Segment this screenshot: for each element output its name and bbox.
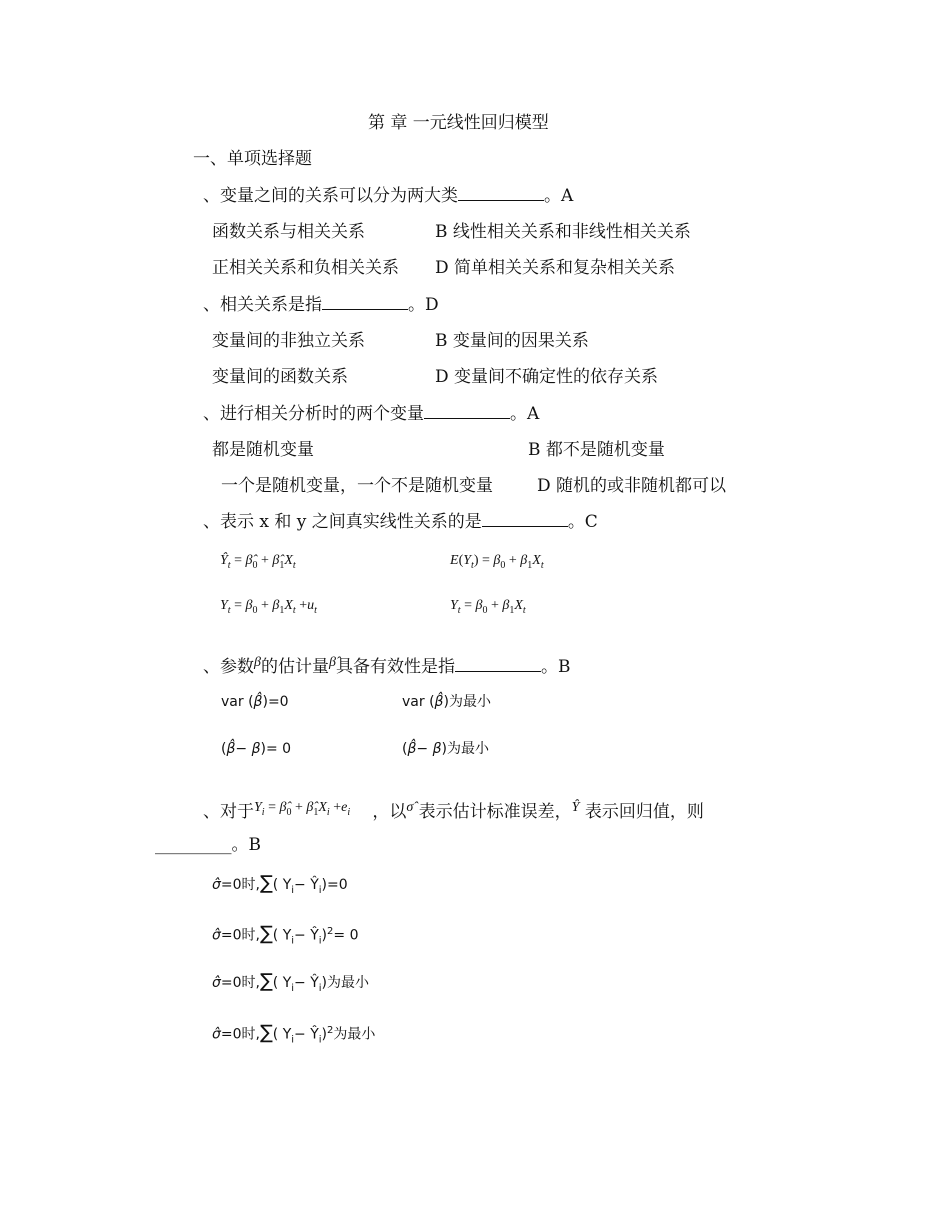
q3-option-a: 都是随机变量 [212, 440, 314, 460]
q1-option-a: 函数关系与相关关系 [212, 222, 365, 242]
question-3-stem: 、进行相关分析时的两个变量 。A [203, 404, 540, 424]
question-1-stem: 、变量之间的关系可以分为两大类 。A [203, 186, 574, 206]
q6-option-a-formula: σ̂=0时,∑( $Y_i-$ $Ŷ_i)=0$ [212, 872, 348, 896]
q4-option-a-formula: $Ŷ_t$ = $\betâ_0$ + $\betâ_1X_t$ [220, 553, 296, 571]
beta-hat-symbol: β̂ [328, 655, 336, 670]
question-5-stem: 、参数$^\beta$的估计量$^{\betâ}$具备有效性是指 。B [203, 655, 571, 677]
answer-blank [455, 657, 541, 672]
q6-answer-line: _________。B [155, 835, 261, 855]
q4-option-b-formula: $E(Y_t) = \beta_0 + \beta_1X_t$ [450, 553, 544, 571]
y-hat-symbol: Ŷ [571, 800, 580, 815]
sigma-hat-symbol: σ̂ [406, 800, 414, 815]
q5-option-a-formula: var (β̂)=0 [221, 694, 289, 710]
section-heading: 一、单项选择题 [193, 149, 312, 169]
q6-regression-formula: Yi = β̂0 + β̂1Xi +ei [254, 800, 351, 818]
q2-option-c: 变量间的函数关系 [212, 367, 348, 387]
q6-option-b-formula: σ̂=0时,∑( $Y_i-$ $Ŷ_i)^2= 0$ [212, 922, 359, 947]
q6-option-c-formula: σ̂=0时,∑( $Y_i-$ $Ŷ_i$)为最小 [212, 970, 370, 994]
q1-option-c: 正相关关系和负相关关系 [212, 258, 399, 278]
q3-option-d: D 随机的或非随机都可以 [537, 476, 727, 496]
q5-option-d-formula: (β̂− β)为最小 [402, 741, 489, 757]
q4-option-c-formula: $Y_t = \beta_0 + \beta_1X_t +u_t$ [220, 598, 317, 616]
page-title: 第 章 一元线性回归模型 [368, 113, 549, 133]
q3-option-c: 一个是随机变量，一个不是随机变量 [221, 476, 493, 496]
q5-option-b-formula: var (β̂)为最小 [402, 694, 491, 710]
answer-blank [424, 404, 510, 419]
q1-option-b: B 线性相关关系和非线性相关关系 [435, 222, 691, 242]
q2-option-b: B 变量间的因果关系 [435, 331, 589, 351]
q4-option-d-formula: $Y_t = \beta_0 + \beta_1X_t$ [450, 598, 526, 616]
q1-option-d: D 简单相关关系和复杂相关关系 [435, 258, 676, 278]
q6-option-d-formula: σ̂=0时,∑( $Y_i-$ $Ŷ_i)^2$为最小 [212, 1021, 376, 1046]
q3-option-b: B 都不是随机变量 [528, 440, 665, 460]
q5-option-c-formula: (β̂− β)= 0 [221, 741, 292, 757]
q2-option-d: D 变量间不确定性的依存关系 [435, 367, 659, 387]
q2-option-a: 变量间的非独立关系 [212, 331, 365, 351]
answer-blank [458, 186, 544, 201]
beta-symbol: β [254, 655, 261, 670]
answer-blank [482, 512, 568, 527]
question-4-stem: 、表示 x 和 y 之间真实线性关系的是 。C [203, 512, 598, 532]
answer-blank [322, 295, 408, 310]
question-6-stem: 、对于$^{Y_i = \betâ_0 + \betâ_1X_i +e_i}$ ，以$^{\sigmâ}$ 表示估计标准误差，$^Ŷ$ 表示回归值，则 [203, 800, 704, 822]
question-2-stem: 、相关关系是指 。D [203, 295, 439, 315]
